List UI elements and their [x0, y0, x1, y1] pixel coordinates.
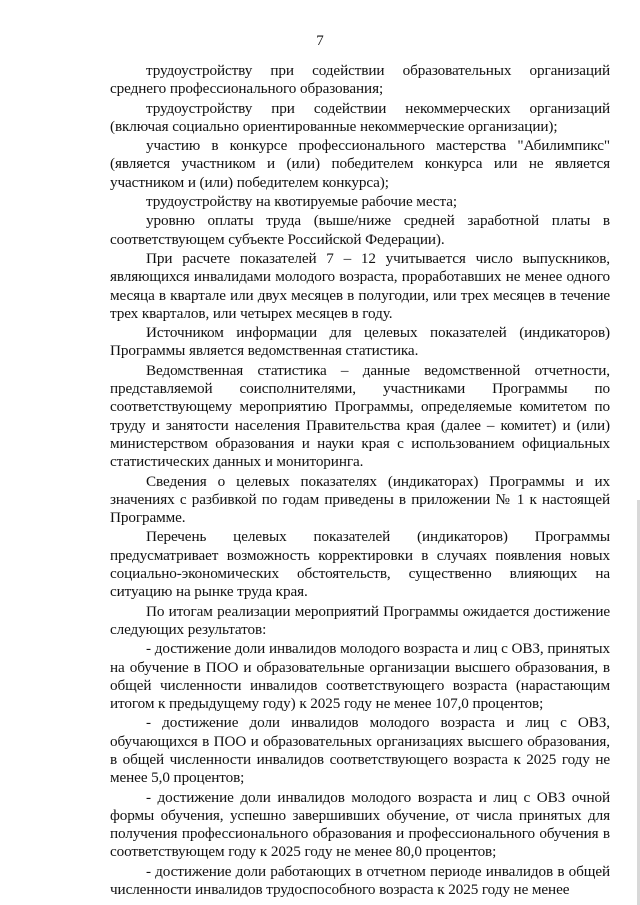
paragraph: уровню оплаты труда (выше/ниже средней заработной платы в соответствующем субъекте Российской Федерации).	[110, 212, 610, 248]
paragraph: трудоустройству при содействии образовательных организаций среднего профессионального образования;	[110, 62, 610, 98]
page-number: 7	[316, 33, 324, 49]
paragraph: трудоустройству на квотируемые рабочие места;	[146, 193, 457, 211]
list-item: - достижение доли работающих в отчетном периоде инвалидов в общей численности инвалидов трудоспособного возраста к 2025 году не менее	[110, 862, 610, 899]
paragraph: Перечень целевых показателей (индикаторов) Программы предусматривает возможность корректировки в случаях появления новых социально-экономических обстоятельств, существенно влияющих на ситуацию на рынке труда края.	[110, 528, 610, 601]
document-body	[110, 62, 610, 900]
paragraph: Ведомственная статистика – данные ведомственной отчетности, представляемой соисполнителями, участниками Программы по соответствующему мероприятию Программы, определяемые комитетом по труду и занятости населения Правительства края (далее – комитет) и (или) министерством образования и науки края с использованием официальных статистических данных и мониторинга.	[110, 361, 610, 471]
paragraph: участию в конкурсе профессионального мастерства "Абилимпикс" (является участником и (или) победителем конкурса или не является участником и (или) победителем конкурса);	[110, 137, 610, 191]
list-item: - достижение доли инвалидов молодого возраста и лиц с ОВЗ, принятых на обучение в ПОО и образовательные организации высшего образования, в общей численности инвалидов соответствующего возраста (нарастающим итогом к предыдущему году) к 2025 году не менее 107,0 процентов;	[110, 640, 610, 713]
list-item: - достижение доли инвалидов молодого возраста и лиц с ОВЗ очной формы обучения, успешно завершивших обучение, от числа принятых для получения профессионального образования и профессионального обучения в соответствующем году к 2025 году не менее 80,0 процентов;	[110, 788, 610, 861]
list-item: - достижение доли инвалидов молодого возраста и лиц с ОВЗ, обучающихся в ПОО и образовательных организациях высшего образования, в общей численности инвалидов соответствующего возраста к 2025 году не менее 5,0 процентов;	[110, 714, 610, 787]
paragraph: Сведения о целевых показателях (индикаторах) Программы и их значениях с разбивкой по годам приведены в приложении № 1 к настоящей Программе.	[110, 472, 610, 527]
paragraph: Источником информации для целевых показателей (индикаторов) Программы является ведомственная статистика.	[110, 324, 610, 360]
paragraph: трудоустройству при содействии некоммерческих организаций (включая социально ориентированные некоммерческие организации);	[110, 99, 610, 135]
paragraph: При расчете показателей 7 – 12 учитывается число выпускников, являющихся инвалидами молодого возраста, проработавших не менее одного месяца в квартале или двух месяцев в полугодии, или трех месяцев в течение трех кварталов, или четырех месяцев в году.	[110, 249, 610, 322]
paragraph: По итогам реализации мероприятий Программы ожидается достижение следующих результатов:	[110, 602, 610, 638]
